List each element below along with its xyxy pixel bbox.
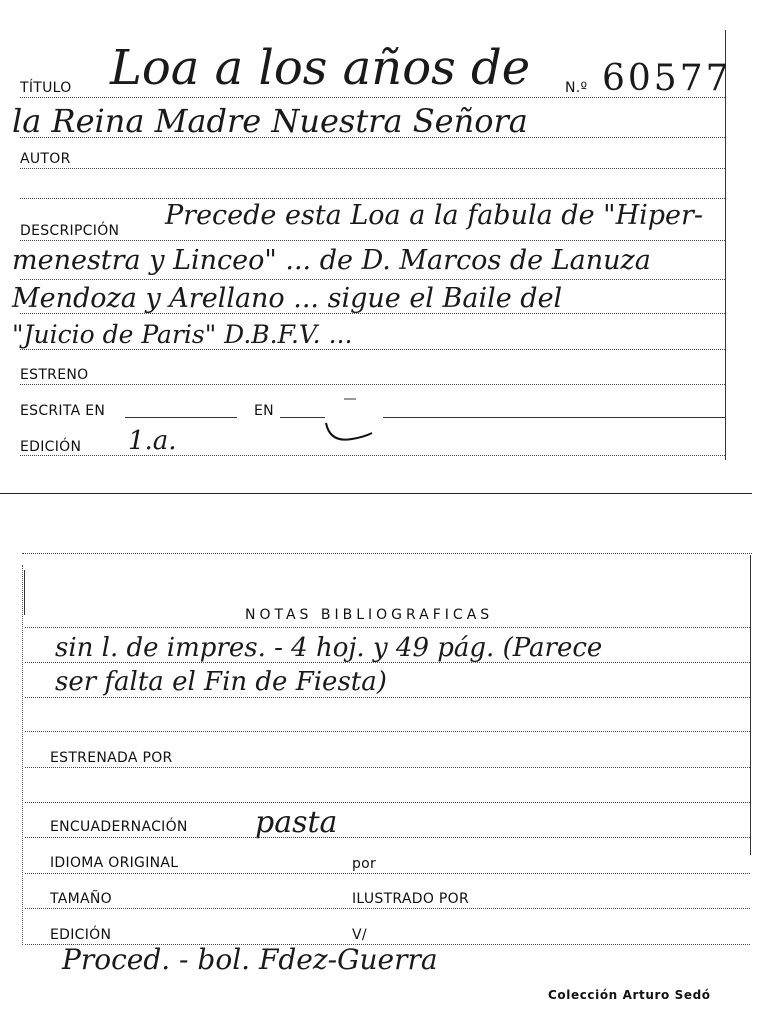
- collection-label: Colección Arturo Sedó: [548, 988, 711, 1002]
- card-divider: [0, 493, 752, 494]
- bottom-card-left-border: [22, 565, 23, 945]
- curve-mark: [322, 395, 382, 450]
- autor-line: [20, 168, 725, 169]
- notas-handwriting-2: ser falta el Fin de Fiesta): [55, 667, 387, 697]
- bottom-card-top-border: [22, 553, 752, 554]
- en-label: EN: [254, 403, 274, 419]
- estreno-label: ESTRENO: [20, 367, 89, 383]
- descripcion-line-3: [20, 313, 725, 314]
- escrita-en-label: ESCRITA EN: [20, 403, 106, 419]
- bottom-catalog-card: [0, 495, 759, 1028]
- estreno-line: [20, 384, 725, 385]
- edicion-line: [20, 455, 725, 456]
- descripcion-handwriting-1: Precede esta Loa a la fabula de "Hiper-: [165, 200, 704, 231]
- titulo-line: [20, 97, 725, 98]
- descripcion-line-1: [20, 240, 725, 241]
- titulo-handwriting-2: la Reina Madre Nuestra Señora: [12, 102, 528, 140]
- en-line-2: [383, 417, 725, 418]
- numero-label: N.º: [565, 80, 588, 96]
- encuadernacion-label: ENCUADERNACIÓN: [50, 819, 188, 835]
- tamano-label: TAMAÑO: [50, 891, 112, 907]
- escrita-en-line: [125, 417, 237, 418]
- estrenada-por-label: ESTRENADA POR: [50, 750, 173, 766]
- descripcion-line-4: [20, 349, 725, 350]
- idioma-line: [25, 873, 750, 874]
- descripcion-handwriting-4: "Juicio de Paris" D.B.F.V. ...: [12, 320, 353, 349]
- edicion-label: EDICIÓN: [20, 439, 82, 455]
- titulo-line-2: [20, 137, 725, 138]
- autor-label: AUTOR: [20, 151, 71, 167]
- edicion-handwriting: 1.a.: [128, 426, 177, 456]
- encuadernacion-line: [25, 837, 750, 838]
- ilustrado-por-label: ILUSTRADO POR: [352, 891, 469, 907]
- encuadernacion-handwriting: pasta: [255, 805, 338, 840]
- notas-line-1: [25, 662, 750, 663]
- descripcion-label: DESCRIPCIÓN: [20, 223, 120, 239]
- descripcion-handwriting-2: menestra y Linceo" ... de D. Marcos de Lanuza: [12, 245, 651, 276]
- proced-handwriting: Proced. - bol. Fdez-Guerra: [62, 943, 438, 976]
- descripcion-handwriting-3: Mendoza y Arellano ... sigue el Baile del: [12, 283, 563, 314]
- top-catalog-card: [0, 0, 759, 495]
- descripcion-line-2: [20, 279, 725, 280]
- autor-line-2: [20, 198, 725, 199]
- estrenada-line-2: [25, 802, 750, 803]
- notas-line-0: [25, 627, 750, 628]
- idioma-original-label: IDIOMA ORIGINAL: [50, 855, 179, 871]
- v-label: V/: [352, 927, 367, 943]
- edicion-bottom-label: EDICIÓN: [50, 927, 112, 943]
- por-label: por: [352, 856, 377, 872]
- en-line-1: [280, 417, 325, 418]
- notas-line-2: [25, 697, 750, 698]
- tamano-line: [25, 908, 750, 909]
- notas-heading: NOTAS BIBLIOGRAFICAS: [245, 607, 494, 623]
- numero-handwriting: 60577: [602, 58, 732, 99]
- bottom-card-right-border: [750, 555, 751, 855]
- titulo-handwriting-1: Loa a los años de: [110, 40, 531, 96]
- estrenada-line: [25, 767, 750, 768]
- bottom-card-left-border-solid: [24, 570, 25, 615]
- notas-handwriting-1: sin l. de impres. - 4 hoj. y 49 pág. (Parece: [55, 633, 603, 663]
- notas-line-3: [25, 731, 750, 732]
- titulo-label: TÍTULO: [20, 80, 72, 96]
